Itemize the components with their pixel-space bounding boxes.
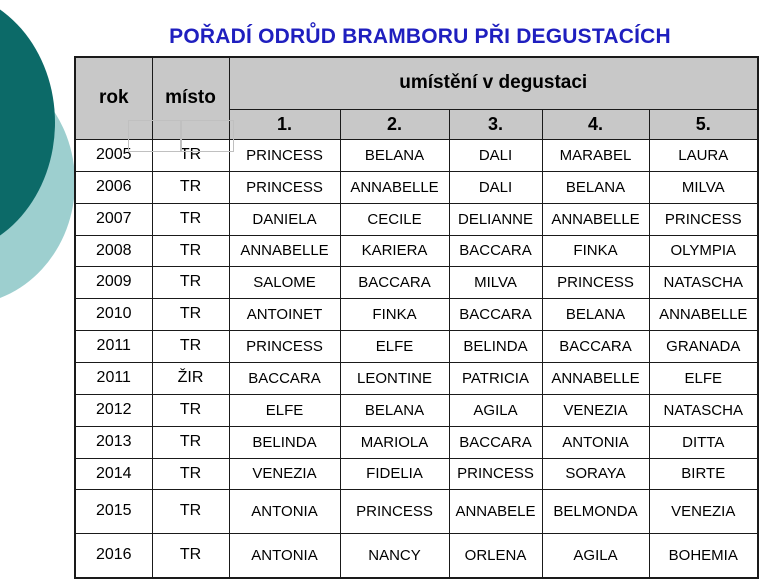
variety-cell-rank-5: LAURA <box>649 139 758 171</box>
variety-cell-rank-2: MARIOLA <box>340 426 449 458</box>
table-row <box>75 235 758 266</box>
ghost-cell-outline <box>180 120 234 152</box>
year-cell: 2011 <box>75 362 152 394</box>
table-row <box>75 266 758 298</box>
variety-cell-rank-4: FINKA <box>542 235 649 266</box>
variety-cell-rank-2: BACCARA <box>340 266 449 298</box>
variety-cell-rank-1: PRINCESS <box>229 171 340 203</box>
column-header-rank-4: 4. <box>542 109 649 139</box>
variety-cell-rank-2: PRINCESS <box>340 489 449 533</box>
table-row <box>75 426 758 458</box>
variety-cell-rank-5: MILVA <box>649 171 758 203</box>
table-row <box>75 394 758 426</box>
variety-cell-rank-5: GRANADA <box>649 330 758 362</box>
column-header-rank-5: 5. <box>649 109 758 139</box>
column-header-year: rok <box>75 57 152 139</box>
variety-cell-rank-3: PRINCESS <box>449 458 542 489</box>
variety-cell-rank-4: AGILA <box>542 533 649 578</box>
variety-cell-rank-5: BIRTE <box>649 458 758 489</box>
variety-cell-rank-3: DALI <box>449 171 542 203</box>
place-cell: TR <box>152 426 229 458</box>
variety-cell-rank-1: DANIELA <box>229 203 340 235</box>
variety-cell-rank-3: MILVA <box>449 266 542 298</box>
variety-cell-rank-1: ANNABELLE <box>229 235 340 266</box>
variety-cell-rank-3: BACCARA <box>449 298 542 330</box>
year-cell: 2009 <box>75 266 152 298</box>
place-cell: TR <box>152 458 229 489</box>
year-cell: 2007 <box>75 203 152 235</box>
table-row <box>75 171 758 203</box>
variety-cell-rank-3: DALI <box>449 139 542 171</box>
year-cell: 2016 <box>75 533 152 578</box>
place-cell: TR <box>152 235 229 266</box>
variety-cell-rank-1: PRINCESS <box>229 330 340 362</box>
table-row <box>75 298 758 330</box>
variety-cell-rank-1: SALOME <box>229 266 340 298</box>
variety-cell-rank-1: ANTONIA <box>229 489 340 533</box>
table-row <box>75 203 758 235</box>
year-cell: 2012 <box>75 394 152 426</box>
variety-cell-rank-2: FIDELIA <box>340 458 449 489</box>
variety-cell-rank-2: LEONTINE <box>340 362 449 394</box>
variety-cell-rank-4: MARABEL <box>542 139 649 171</box>
variety-cell-rank-5: NATASCHA <box>649 266 758 298</box>
place-cell: TR <box>152 298 229 330</box>
variety-cell-rank-2: CECILE <box>340 203 449 235</box>
variety-cell-rank-4: BACCARA <box>542 330 649 362</box>
place-cell: TR <box>152 489 229 533</box>
variety-cell-rank-4: BELANA <box>542 298 649 330</box>
variety-cell-rank-1: ANTONIA <box>229 533 340 578</box>
column-header-rank-3: 3. <box>449 109 542 139</box>
place-cell: ŽIR <box>152 362 229 394</box>
variety-cell-rank-4: SORAYA <box>542 458 649 489</box>
variety-cell-rank-1: BACCARA <box>229 362 340 394</box>
table-row <box>75 330 758 362</box>
table-row <box>75 533 758 578</box>
place-cell: TR <box>152 171 229 203</box>
variety-cell-rank-4: VENEZIA <box>542 394 649 426</box>
variety-cell-rank-1: VENEZIA <box>229 458 340 489</box>
table-row <box>75 362 758 394</box>
year-cell: 2013 <box>75 426 152 458</box>
column-header-placement-group: umístění v degustaci <box>229 57 758 109</box>
variety-cell-rank-3: BACCARA <box>449 235 542 266</box>
year-cell: 2010 <box>75 298 152 330</box>
variety-cell-rank-4: ANNABELLE <box>542 362 649 394</box>
place-cell: TR <box>152 203 229 235</box>
place-cell: TR <box>152 330 229 362</box>
variety-cell-rank-2: ANNABELLE <box>340 171 449 203</box>
place-cell: TR <box>152 394 229 426</box>
variety-cell-rank-5: DITTA <box>649 426 758 458</box>
year-cell: 2011 <box>75 330 152 362</box>
variety-cell-rank-3: DELIANNE <box>449 203 542 235</box>
variety-cell-rank-4: ANTONIA <box>542 426 649 458</box>
variety-cell-rank-3: AGILA <box>449 394 542 426</box>
ghost-cell-outline <box>128 120 182 152</box>
variety-cell-rank-1: ELFE <box>229 394 340 426</box>
table-row <box>75 489 758 533</box>
variety-cell-rank-1: BELINDA <box>229 426 340 458</box>
year-cell: 2008 <box>75 235 152 266</box>
variety-cell-rank-2: BELANA <box>340 139 449 171</box>
variety-cell-rank-2: BELANA <box>340 394 449 426</box>
variety-cell-rank-4: ANNABELLE <box>542 203 649 235</box>
variety-cell-rank-1: ANTOINET <box>229 298 340 330</box>
year-cell: 2014 <box>75 458 152 489</box>
column-header-place: místo <box>152 57 229 139</box>
variety-cell-rank-2: ELFE <box>340 330 449 362</box>
variety-cell-rank-5: PRINCESS <box>649 203 758 235</box>
variety-cell-rank-3: BACCARA <box>449 426 542 458</box>
variety-cell-rank-5: ELFE <box>649 362 758 394</box>
variety-cell-rank-5: OLYMPIA <box>649 235 758 266</box>
table-row <box>75 458 758 489</box>
place-cell: TR <box>152 533 229 578</box>
variety-cell-rank-4: BELMONDA <box>542 489 649 533</box>
year-cell: 2006 <box>75 171 152 203</box>
column-header-rank-2: 2. <box>340 109 449 139</box>
place-cell: TR <box>152 266 229 298</box>
year-cell: 2015 <box>75 489 152 533</box>
column-header-rank-1: 1. <box>229 109 340 139</box>
place-cell: TR <box>152 139 229 171</box>
variety-cell-rank-2: NANCY <box>340 533 449 578</box>
table-body <box>75 139 758 578</box>
variety-cell-rank-5: VENEZIA <box>649 489 758 533</box>
variety-cell-rank-5: BOHEMIA <box>649 533 758 578</box>
variety-cell-rank-2: FINKA <box>340 298 449 330</box>
variety-cell-rank-5: ANNABELLE <box>649 298 758 330</box>
variety-cell-rank-5: NATASCHA <box>649 394 758 426</box>
variety-cell-rank-3: BELINDA <box>449 330 542 362</box>
variety-cell-rank-3: ORLENA <box>449 533 542 578</box>
variety-cell-rank-3: ANNABELE <box>449 489 542 533</box>
variety-cell-rank-2: KARIERA <box>340 235 449 266</box>
year-cell: 2005 <box>75 139 152 171</box>
variety-cell-rank-4: PRINCESS <box>542 266 649 298</box>
variety-cell-rank-4: BELANA <box>542 171 649 203</box>
page-title: POŘADÍ ODRŮD BRAMBORU PŘI DEGUSTACÍCH <box>169 25 671 48</box>
variety-cell-rank-3: PATRICIA <box>449 362 542 394</box>
variety-cell-rank-1: PRINCESS <box>229 139 340 171</box>
